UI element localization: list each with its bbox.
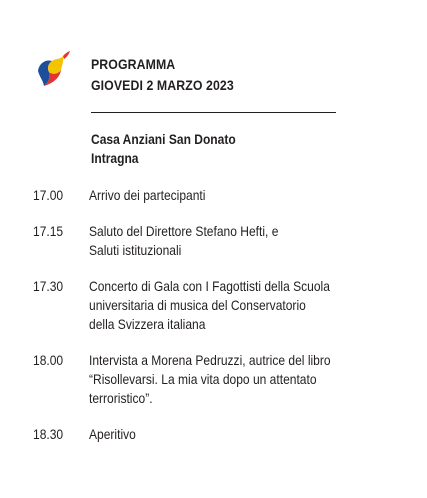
venue-name: Casa Anziani San Donato (91, 131, 236, 147)
schedule-description-line: “Risollevarsi. La mia vita dopo un attentato (89, 371, 317, 387)
schedule-item (33, 186, 403, 205)
schedule-description-line: Intervista a Morena Pedruzzi, autrice del libro (89, 352, 331, 368)
schedule-time: 17.30 (33, 278, 64, 294)
schedule-description-line: terroristico”. (89, 390, 153, 406)
schedule-description-line: Arrivo dei partecipanti (89, 187, 206, 203)
schedule-description-line: universitaria di musica del Conservatorio (89, 297, 306, 313)
event-date: GIOVEDI 2 MARZO 2023 (91, 77, 234, 93)
schedule-description (89, 351, 403, 408)
schedule-item (33, 351, 403, 408)
schedule-description (89, 425, 403, 444)
schedule-description (89, 186, 403, 205)
schedule-description (89, 277, 403, 334)
schedule-description-line: Concerto di Gala con I Fagottisti della Scuola (89, 278, 330, 294)
schedule-list (33, 186, 403, 461)
schedule-time: 17.00 (33, 187, 64, 203)
header-divider (91, 112, 336, 113)
schedule-description-line: Saluti istituzionali (89, 242, 182, 258)
schedule-item (33, 277, 403, 334)
schedule-time: 18.30 (33, 426, 64, 442)
schedule-time: 18.00 (33, 352, 64, 368)
schedule-time: 17.15 (33, 223, 64, 239)
schedule-description-line: della Svizzera italiana (89, 316, 206, 332)
venue-block (91, 130, 341, 168)
schedule-item (33, 222, 403, 260)
flame-logo-icon (36, 50, 72, 90)
schedule-description-line: Aperitivo (89, 426, 136, 442)
schedule-item (33, 425, 403, 444)
venue-location: Intragna (91, 150, 139, 166)
schedule-description (89, 222, 403, 260)
program-header (91, 54, 341, 96)
program-title: PROGRAMMA (91, 56, 176, 72)
schedule-description-line: Saluto del Direttore Stefano Hefti, e (89, 223, 279, 239)
